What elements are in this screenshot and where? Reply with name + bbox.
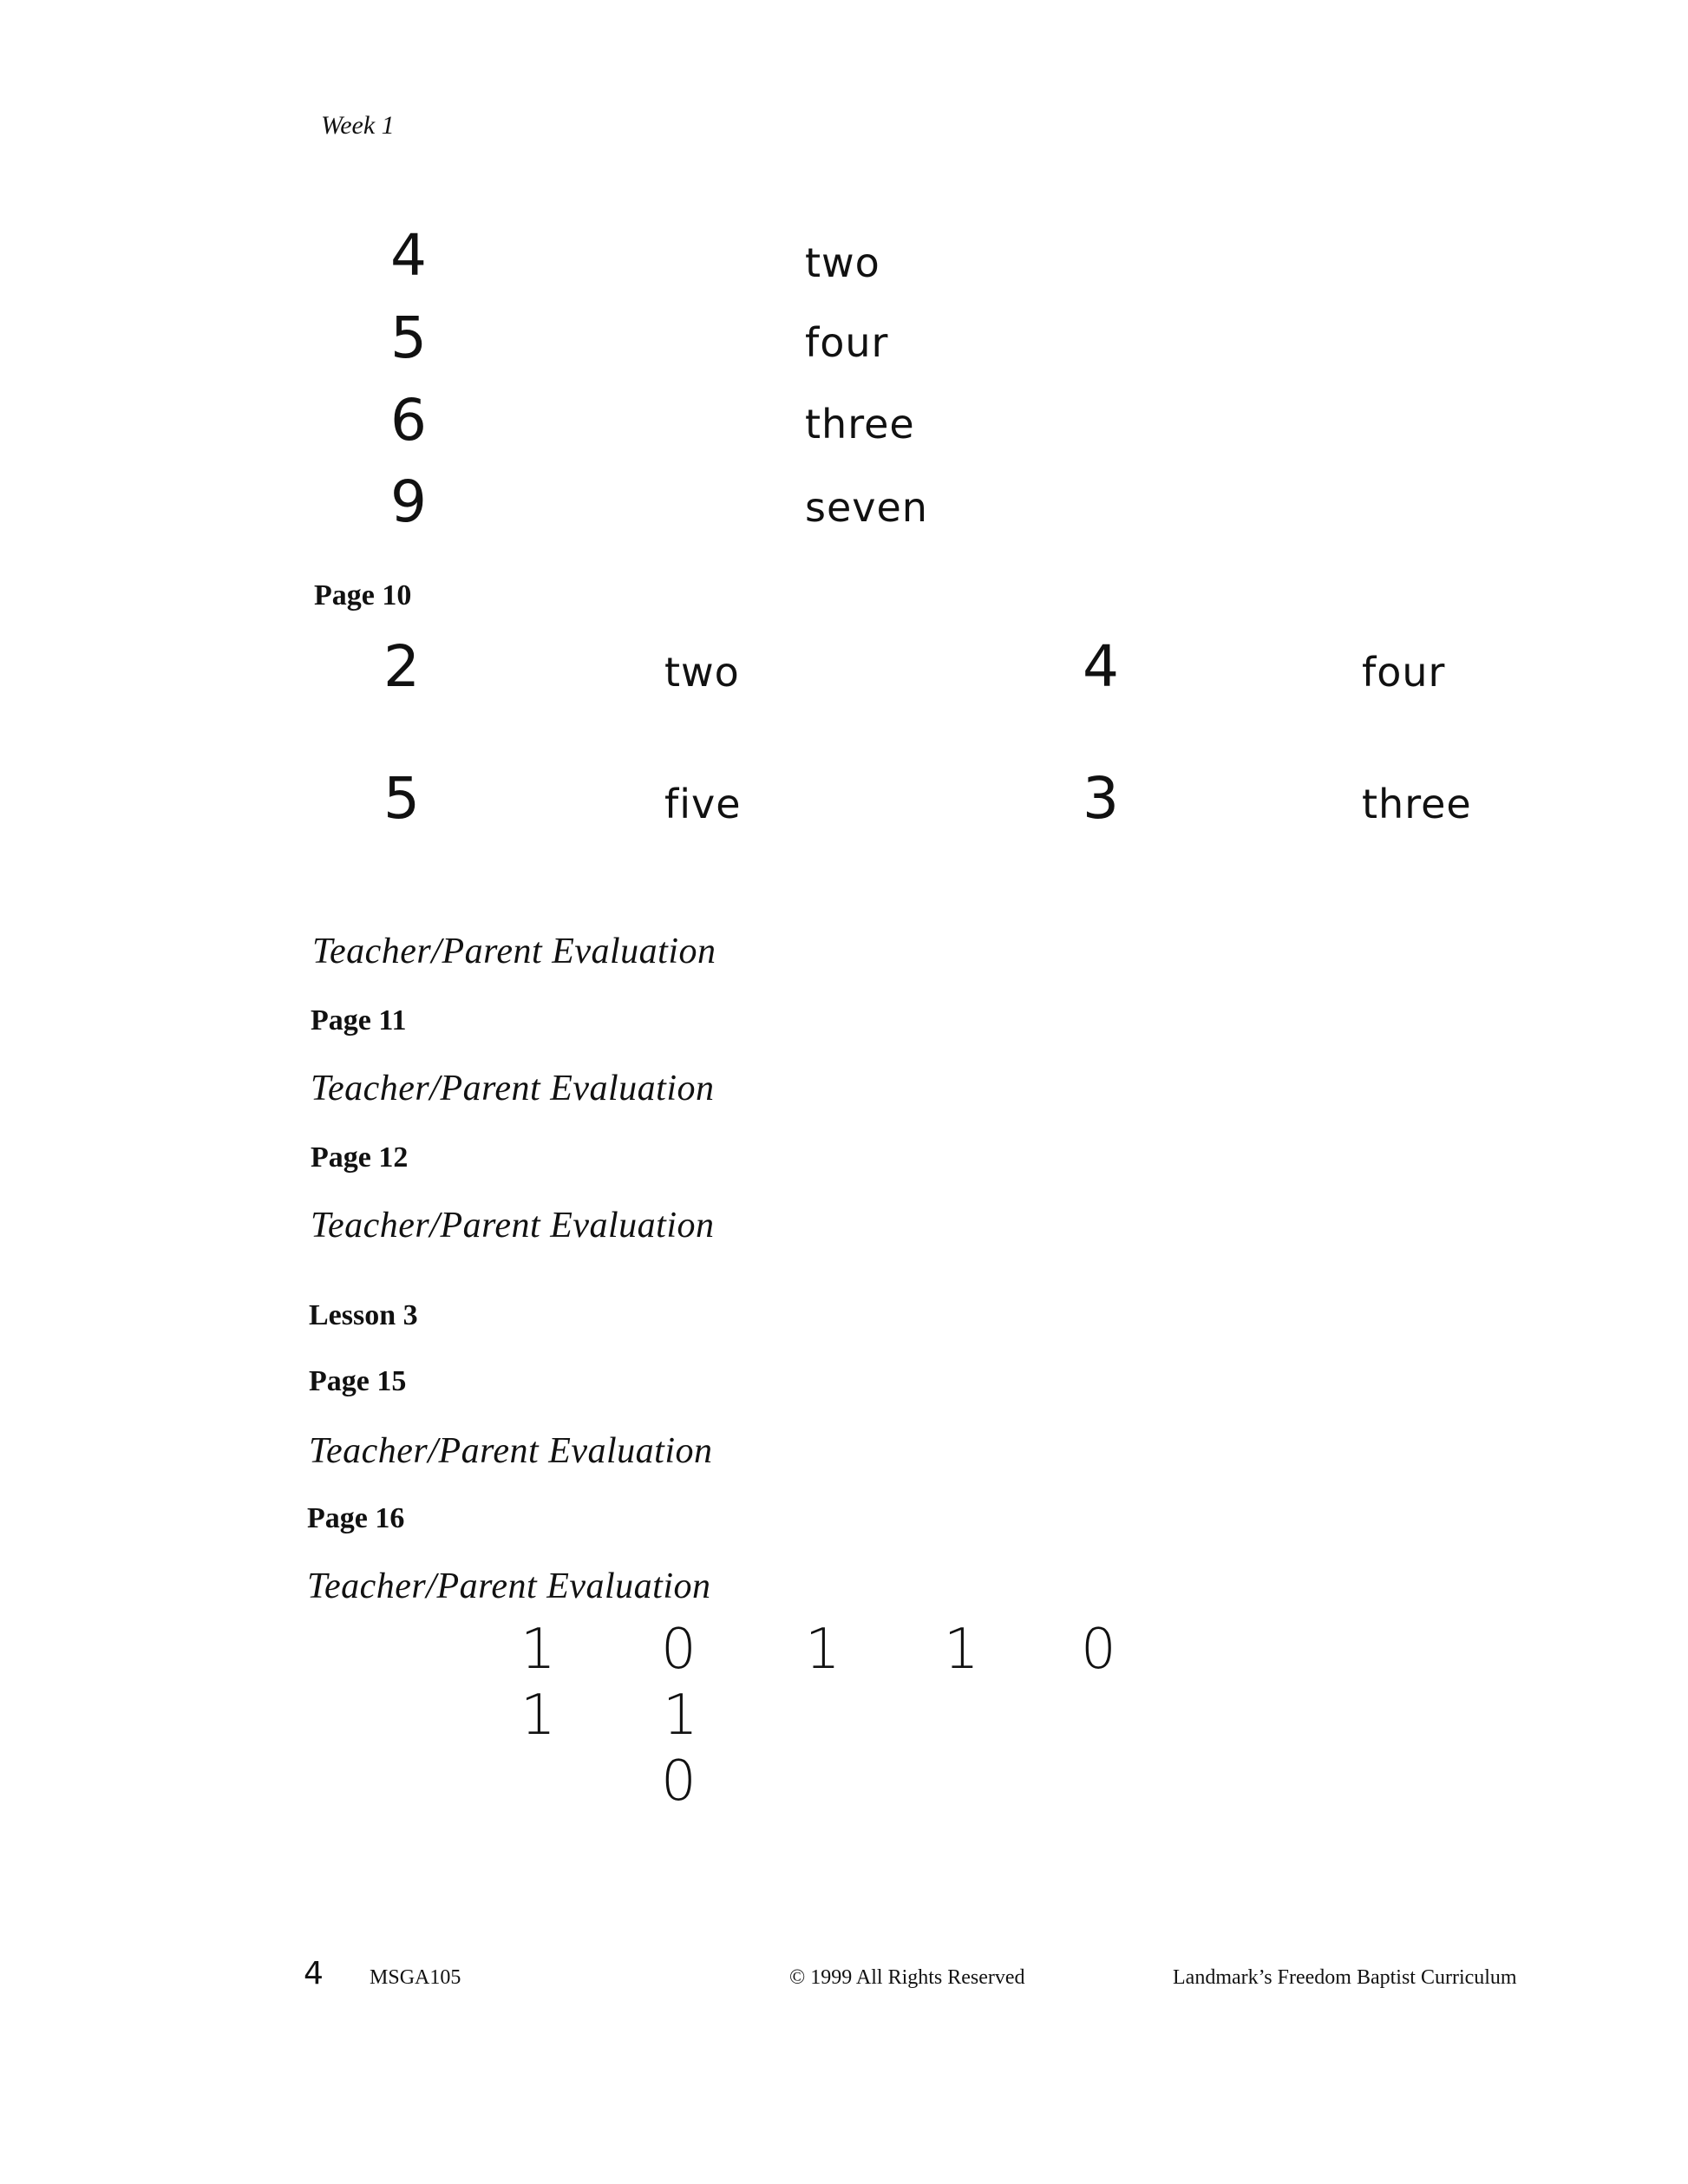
- evaluation-text: Teacher/Parent Evaluation: [311, 1206, 715, 1246]
- match-word: two: [805, 239, 880, 286]
- match-numeral: 6: [390, 387, 427, 454]
- pair-word: two: [664, 649, 740, 696]
- binary-digit: 0: [661, 1749, 697, 1814]
- footer-copyright: © 1999 All Rights Reserved: [789, 1966, 1025, 1989]
- pair-word: five: [664, 781, 742, 827]
- binary-digit: 1: [805, 1618, 841, 1682]
- page-15-heading: Page 15: [309, 1365, 407, 1397]
- evaluation-text: Teacher/Parent Evaluation: [312, 932, 716, 971]
- binary-digit: 1: [520, 1684, 556, 1748]
- footer-publisher: Landmark’s Freedom Baptist Curriculum: [1173, 1966, 1517, 1989]
- match-numeral: 9: [390, 468, 427, 535]
- match-numeral: 5: [390, 304, 427, 371]
- pair-word: four: [1362, 649, 1446, 696]
- page-11-heading: Page 11: [311, 1004, 407, 1036]
- match-word: three: [805, 401, 915, 448]
- page-16-heading: Page 16: [307, 1502, 405, 1534]
- match-numeral: 4: [390, 222, 427, 289]
- pair-numeral: 3: [1083, 765, 1119, 832]
- evaluation-text: Teacher/Parent Evaluation: [309, 1431, 713, 1471]
- evaluation-text: Teacher/Parent Evaluation: [311, 1069, 715, 1108]
- evaluation-text: Teacher/Parent Evaluation: [307, 1566, 711, 1606]
- binary-digit: 1: [663, 1684, 698, 1748]
- binary-digit: 0: [1081, 1618, 1116, 1682]
- footer-code: MSGA105: [370, 1966, 461, 1989]
- page-10-heading: Page 10: [314, 579, 412, 611]
- lesson-3-heading: Lesson 3: [309, 1299, 418, 1331]
- binary-digit: 1: [520, 1618, 556, 1682]
- pair-numeral: 5: [383, 765, 420, 832]
- pair-word: three: [1362, 781, 1472, 827]
- pair-numeral: 2: [383, 633, 420, 700]
- footer-page-number: 4: [304, 1956, 324, 1991]
- match-word: seven: [805, 484, 928, 531]
- binary-digit: 1: [944, 1618, 979, 1682]
- match-word: four: [805, 319, 889, 366]
- week-label: Week 1: [321, 111, 395, 140]
- binary-digit: 0: [661, 1618, 697, 1682]
- page-12-heading: Page 12: [311, 1141, 409, 1174]
- pair-numeral: 4: [1083, 633, 1119, 700]
